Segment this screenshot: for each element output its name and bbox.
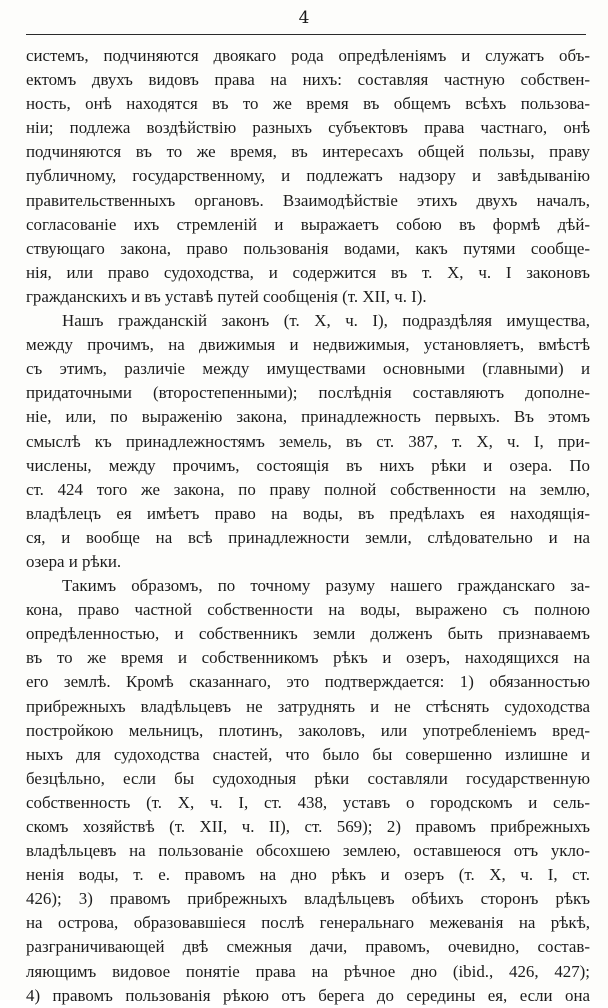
body-text [26,44,590,1008]
text-line: ніи; подлежа воздѣйствію разныхъ субъектовъ права частнаго, онѣ [26,118,590,138]
text-line: гражданскихъ и въ уставѣ путей сообщенія (т. XII, ч. I). [26,286,427,306]
text-line: скомъ хозяйствѣ (т. XII, ч. II), ст. 569); 2) правомъ прибрежныхъ [26,817,590,836]
text-line: числены, между прочимъ, состоящія въ нихъ рѣки и озера. По [26,455,590,475]
text-line: нія, или право судоходства, и содержится въ т. X, ч. I законовъ [26,262,590,282]
text-line: ст. 424 того же закона, по праву полной собственности на землю, [26,479,590,499]
text-line: ляющимъ видовое понятіе права на рѣчное дно (ibid., 426, 427); [26,961,590,981]
text-line: озера и рѣки. [26,551,122,571]
text-line: публичному, государственному, и подлежатъ надзору и завѣдыванію [26,166,590,186]
text-line: ся, и вообще на всѣ принадлежности земли, слѣдовательно и на [26,527,590,547]
text-line: разграничивающей двѣ смежныя дачи, правомъ, очевидно, состав- [26,937,590,957]
text-line: постройкою мельницъ, плотинъ, заколовъ, или употребленіемъ вред- [26,720,590,740]
text-line: ніе, или, по выраженію закона, принадлежность первыхъ. Въ этомъ [26,407,590,427]
text-line: придаточными (второстепенными); послѣднія составляютъ дополне- [26,383,590,403]
text-line: между прочимъ, на движимыя и недвижимыя, установляетъ, вмѣстѣ [26,335,590,355]
text-line: системъ, подчиняются двоякаго рода опредѣленіямъ и служатъ объ- [26,46,590,65]
text-line: кона, право частной собственности на воды, выражено съ полною [26,600,590,620]
text-line: безцѣльно, если бы судоходныя рѣки составляли государственную [26,768,590,788]
text-line: его землѣ. Кромѣ сказаннаго, это подтверждается: 1) обязанностью [26,672,590,692]
text-line: ствующаго закона, право пользованія водами, какъ путями сообще- [26,238,590,258]
page-number: 4 [298,8,310,28]
text-line: Такимъ образомъ, по точному разуму нашего гражданскаго за- [62,576,590,596]
text-line: 426); 3) правомъ прибрежныхъ владѣльцевъ обѣихъ сторонъ рѣкъ [26,889,590,909]
header-rule [26,34,586,35]
text-line: владѣлецъ ея имѣетъ право на воды, въ предѣлахъ ея находящія- [26,503,590,523]
text-line: въ то же время и собственникомъ рѣкъ и озеръ, находящихся на [26,648,590,668]
text-line: ектомъ двухъ видовъ права на нихъ: составляя частную собствен- [26,70,590,90]
text-line: ныхъ для судоходства снастей, что было бы совершенно излишне и [26,744,590,764]
text-line: смыслѣ къ принадлежностямъ земель, въ ст. 387, т. X, ч. I, при- [26,431,590,451]
text-line: ность, онѣ находятся въ то же время въ общемъ всѣхъ пользова- [26,94,590,114]
text-line: правительственныхъ органовъ. Взаимодѣйствіе этихъ двухъ началъ, [26,190,590,210]
text-line: 4) правомъ пользованія рѣкою отъ берега до середины ея, если она [26,985,590,1005]
text-line: владѣльцевъ на пользованіе обсохшею землею, оставшеюся отъ укло- [26,841,590,861]
text-line: на острова, образовавшіеся послѣ генеральнаго межеванія на рѣкѣ, [26,913,590,933]
text-line: согласованіе ихъ стремленій и выражаетъ собою въ формѣ дѣй- [26,214,590,234]
text-line: съ этимъ, различіе между имуществами основными (главными) и [26,359,590,379]
text-line: подчиняются въ то же время, въ интересахъ общей пользы, праву [26,142,590,162]
text-line: опредѣленностью, и собственникъ земли долженъ быть признаваемъ [26,624,590,644]
text-line: собственность (т. X, ч. I, ст. 438, уставъ о городскомъ и сель- [26,792,590,812]
text-line: ненія воды, т. е. правомъ на дно рѣкъ и озеръ (т. X, ч. I, ст. [26,865,590,885]
text-line: прибрежныхъ владѣльцевъ не затруднять и не стѣснять судоходства [26,696,590,716]
text-line: Нашъ гражданскій законъ (т. X, ч. I), подраздѣляя имущества, [62,311,590,331]
